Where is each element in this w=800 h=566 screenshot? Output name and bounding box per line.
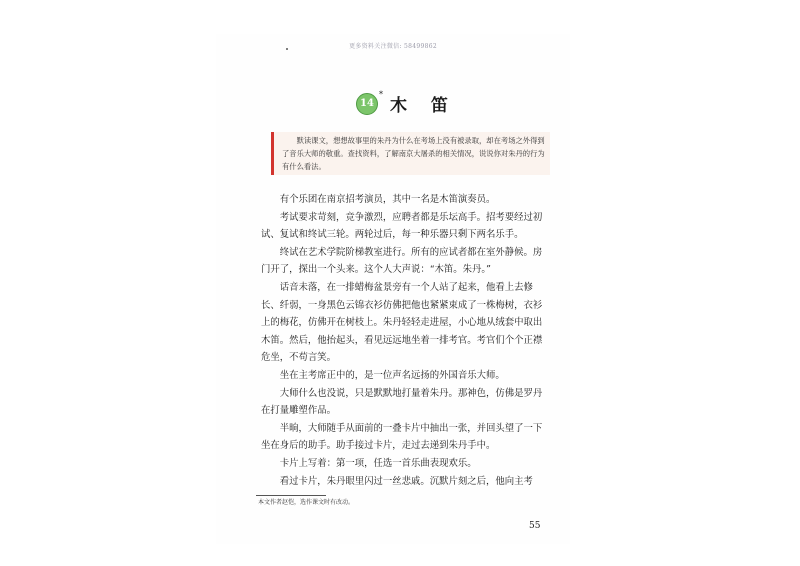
reading-prompt-text: 默读课文，想想故事里的朱丹为什么在考场上没有被录取，却在考场之外得到了音乐大师的敬重。查找资料，了解南京大屠杀的相关情况，说说你对朱丹的行为有什么看法。 <box>282 136 545 171</box>
lesson-number-badge: 14 <box>356 93 378 115</box>
page-header: 更多资料关注微信: 58499862 <box>349 43 437 50</box>
lesson-title: 木 笛 <box>390 96 457 116</box>
footnote-divider <box>256 495 326 496</box>
footnote: 本文作者赵恺，选作课文时有改动。 <box>258 499 355 506</box>
paragraph: 看过卡片，朱丹眼里闪过一丝悲戚。沉默片刻之后，他向主考 <box>279 475 533 487</box>
paragraph: 半晌，大师随手从面前的一叠卡片中抽出一张，并回头望了一下坐在身后的助手。助手接过卡片，走过去递到朱丹手中。 <box>261 422 543 452</box>
textbook-page <box>216 34 570 544</box>
scan-speck <box>286 48 288 50</box>
lesson-title-row <box>356 91 457 116</box>
paragraph: 话音未落，在一排蜡梅盆景旁有一个人站了起来，他看上去修长、纤弱，一身黑色云锦衣衫仿佛把他也紧紧束成了一株梅树，衣衫上的梅花，仿佛开在树枝上。朱丹轻轻走进屋，小心地从绒套中取出木笛。然后，他抬起头，看见远远地坐着一排考官。考官们个个正襟危坐，不苟言笑。 <box>261 281 543 364</box>
paragraph: 有个乐团在南京招考演员，其中一名是木笛演奏员。 <box>279 194 496 205</box>
page-number: 55 <box>529 521 541 531</box>
optional-lesson-star: * <box>379 90 383 99</box>
paragraph: 终试在艺术学院阶梯教室进行。所有的应试者都在室外静候。房门开了，探出一个头来。这个人大声说：“木笛。朱丹。” <box>261 246 543 276</box>
paragraph: 坐在主考席正中的，是一位声名远扬的外国音乐大师。 <box>279 369 505 381</box>
reading-prompt-box <box>271 132 550 175</box>
paragraph: 大师什么也没说，只是默默地打量着朱丹。那神色，仿佛是罗丹在打量雕塑作品。 <box>261 387 543 417</box>
paragraph: 考试要求苛刻，竞争激烈，应聘者都是乐坛高手。招考要经过初试、复试和终试三轮。两轮过后，每一种乐器只剩下两名乐手。 <box>261 211 543 241</box>
paragraph: 卡片上写着：第一项，任选一首乐曲表现欢乐。 <box>279 457 477 469</box>
lesson-body <box>261 191 543 490</box>
